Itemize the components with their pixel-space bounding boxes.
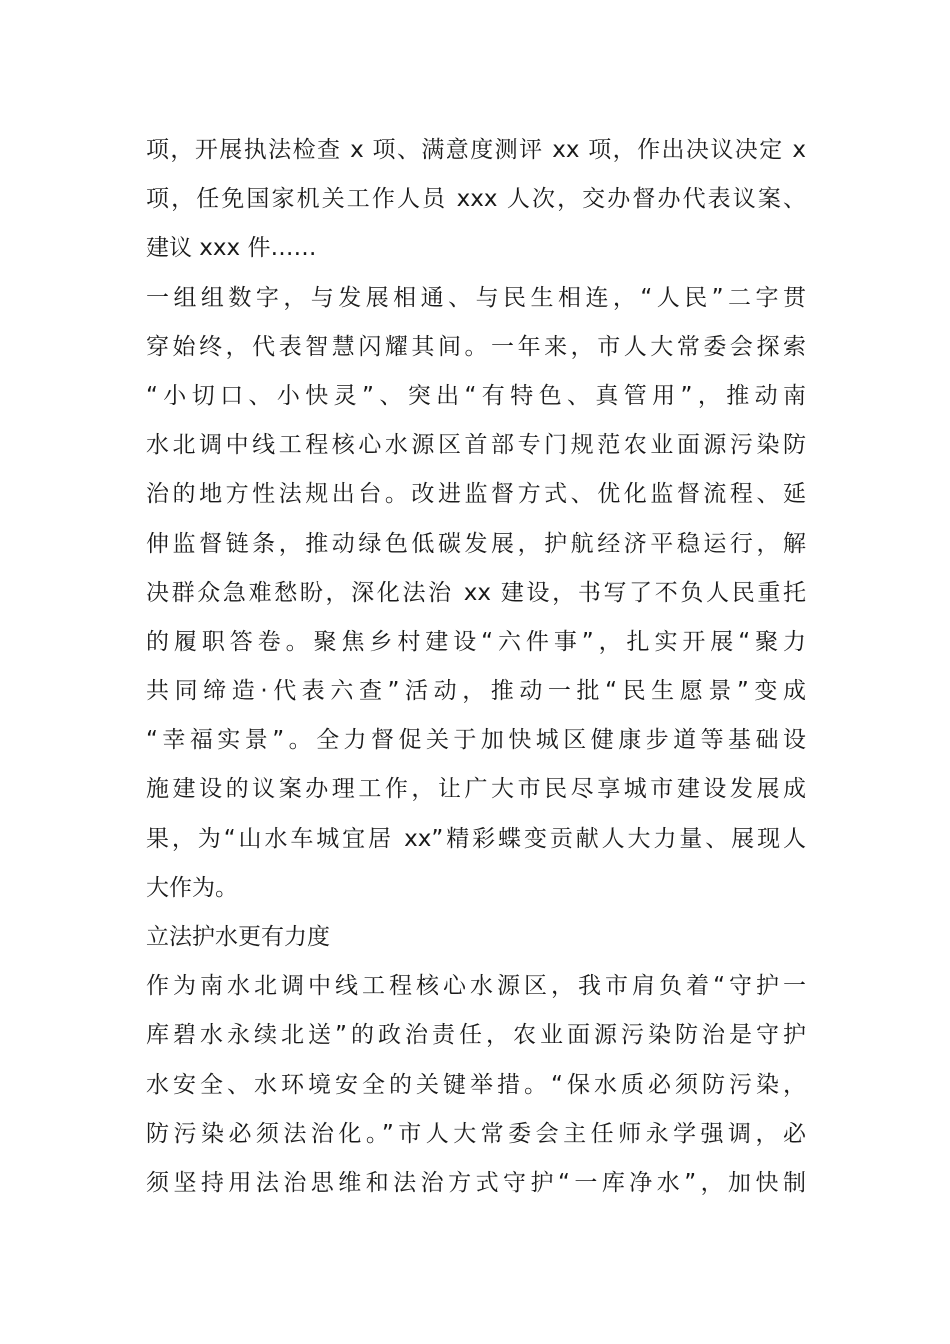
text-line: 治的地方性法规出台。改进监督方式、优化监督流程、延 <box>146 481 806 508</box>
text-line: 的履职答卷。聚焦乡村建设“六件事”，扎实开展“聚力 <box>146 628 806 655</box>
paragraph-water-protection <box>146 962 806 1208</box>
text-line: 大作为。 <box>146 874 238 901</box>
text-line: 水北调中线工程核心水源区首部专门规范农业面源污染防 <box>146 432 806 459</box>
text-line: 共同缔造·代表六查”活动，推动一批“民生愿景”变成 <box>146 678 806 705</box>
text-line: 施建设的议案办理工作，让广大市民尽享城市建设发展成 <box>146 776 806 803</box>
text-line: 建议 xxx 件…… <box>146 235 317 262</box>
text-line: 库碧水永续北送”的政治责任，农业面源污染防治是守护 <box>146 1022 806 1049</box>
text-line: 决群众急难愁盼，深化法治 xx 建设，书写了不负人民重托 <box>146 579 806 606</box>
paragraph-summary-figures <box>146 126 806 274</box>
text-line: 水安全、水环境安全的关键举措。“保水质必须防污染， <box>146 1071 806 1098</box>
text-line: 须坚持用法治思维和法治方式守护“一库净水”，加快制 <box>146 1169 806 1196</box>
text-line: “幸福实景”。全力督促关于加快城区健康步道等基础设 <box>146 727 806 754</box>
paragraph-annual-review <box>146 274 806 913</box>
section-heading <box>146 913 806 962</box>
text-line: “小切口、小快灵”、突出“有特色、真管用”，推动南 <box>146 382 806 409</box>
text-line: 穿始终，代表智慧闪耀其间。一年来，市人大常委会探索 <box>146 333 806 360</box>
document-body <box>146 126 806 1208</box>
section-heading-text: 立法护水更有力度 <box>146 924 330 950</box>
text-line: 项，任免国家机关工作人员 xxx 人次，交办督办代表议案、 <box>146 186 806 213</box>
text-line: 果，为“山水车城宜居 xx”精彩蝶变贡献人大力量、展现人 <box>146 825 806 852</box>
text-line: 防污染必须法治化。”市人大常委会主任师永学强调，必 <box>146 1120 806 1147</box>
text-line: 一组组数字，与发展相通、与民生相连，“人民”二字贯 <box>146 284 806 311</box>
text-line: 项，开展执法检查 x 项、满意度测评 xx 项，作出决议决定 x <box>146 137 806 163</box>
text-line: 伸监督链条，推动绿色低碳发展，护航经济平稳运行，解 <box>146 530 806 557</box>
text-line: 作为南水北调中线工程核心水源区，我市肩负着“守护一 <box>146 973 806 1000</box>
